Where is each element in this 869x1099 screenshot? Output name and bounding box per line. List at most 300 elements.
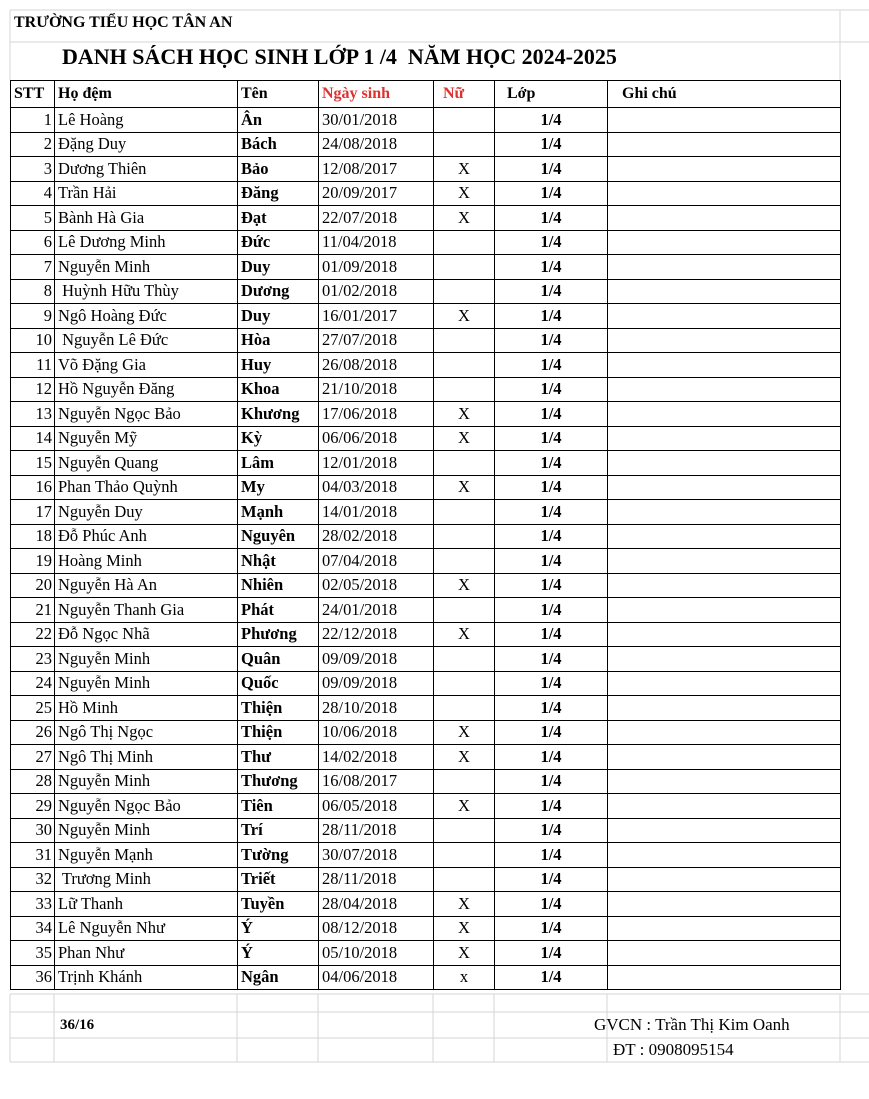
- table-row: [11, 157, 841, 182]
- cell-ho-dem: Nguyễn Ngọc Bảo: [55, 402, 238, 427]
- cell-stt: 17: [11, 500, 55, 525]
- cell-nu: X: [434, 573, 495, 598]
- cell-ten: Tuyền: [238, 892, 319, 917]
- cell-ten: Đăng: [238, 181, 319, 206]
- cell-lop: 1/4: [495, 500, 608, 525]
- cell-lop: 1/4: [495, 867, 608, 892]
- cell-lop: 1/4: [495, 475, 608, 500]
- cell-lop: 1/4: [495, 328, 608, 353]
- cell-nu: X: [434, 304, 495, 329]
- cell-ho-dem: Lữ Thanh: [55, 892, 238, 917]
- table-row: [11, 965, 841, 990]
- cell-nu: X: [434, 622, 495, 647]
- cell-ten: Ý: [238, 941, 319, 966]
- cell-ghi-chu: [608, 402, 841, 427]
- table-row: [11, 132, 841, 157]
- table-row: [11, 745, 841, 770]
- cell-ghi-chu: [608, 549, 841, 574]
- cell-nu: [434, 132, 495, 157]
- cell-ngay-sinh: 30/07/2018: [319, 843, 434, 868]
- cell-ten: Kỳ: [238, 426, 319, 451]
- cell-ngay-sinh: 24/08/2018: [319, 132, 434, 157]
- table-row: [11, 500, 841, 525]
- cell-ho-dem: Nguyễn Mỹ: [55, 426, 238, 451]
- cell-ho-dem: Hoàng Minh: [55, 549, 238, 574]
- cell-lop: 1/4: [495, 230, 608, 255]
- cell-nu: [434, 353, 495, 378]
- cell-nu: [434, 108, 495, 133]
- cell-ngay-sinh: 12/01/2018: [319, 451, 434, 476]
- table-header-row: [11, 81, 841, 108]
- cell-ngay-sinh: 22/07/2018: [319, 206, 434, 231]
- cell-ho-dem: Đỗ Phúc Anh: [55, 524, 238, 549]
- cell-nu: [434, 867, 495, 892]
- cell-lop: 1/4: [495, 181, 608, 206]
- cell-ho-dem: Ngô Thị Minh: [55, 745, 238, 770]
- cell-ten: Lâm: [238, 451, 319, 476]
- cell-ghi-chu: [608, 818, 841, 843]
- cell-ho-dem: Võ Đặng Gia: [55, 353, 238, 378]
- cell-stt: 23: [11, 647, 55, 672]
- cell-ghi-chu: [608, 720, 841, 745]
- cell-ho-dem: Nguyễn Minh: [55, 818, 238, 843]
- cell-ngay-sinh: 01/02/2018: [319, 279, 434, 304]
- page-title: DANH SÁCH HỌC SINH LỚP 1 /4 NĂM HỌC 2024-2025: [62, 44, 617, 69]
- cell-ngay-sinh: 22/12/2018: [319, 622, 434, 647]
- table-row: [11, 451, 841, 476]
- cell-ten: Ân: [238, 108, 319, 133]
- cell-ghi-chu: [608, 353, 841, 378]
- table-row: [11, 328, 841, 353]
- cell-stt: 30: [11, 818, 55, 843]
- table-row: [11, 230, 841, 255]
- cell-stt: 18: [11, 524, 55, 549]
- cell-ho-dem: Ngô Hoàng Đức: [55, 304, 238, 329]
- cell-ghi-chu: [608, 867, 841, 892]
- cell-nu: X: [434, 157, 495, 182]
- cell-ngay-sinh: 21/10/2018: [319, 377, 434, 402]
- cell-ngay-sinh: 07/04/2018: [319, 549, 434, 574]
- cell-ngay-sinh: 10/06/2018: [319, 720, 434, 745]
- cell-nu: [434, 843, 495, 868]
- cell-ghi-chu: [608, 304, 841, 329]
- col-header-ngay-sinh: Ngày sinh: [319, 81, 434, 108]
- cell-stt: 34: [11, 916, 55, 941]
- cell-nu: [434, 647, 495, 672]
- table-row: [11, 402, 841, 427]
- cell-ghi-chu: [608, 328, 841, 353]
- cell-ten: Khoa: [238, 377, 319, 402]
- cell-stt: 27: [11, 745, 55, 770]
- cell-ten: Ngân: [238, 965, 319, 990]
- col-header-ten: Tên: [238, 81, 319, 108]
- cell-ho-dem: Nguyễn Thanh Gia: [55, 598, 238, 623]
- cell-nu: x: [434, 965, 495, 990]
- cell-ho-dem: Nguyễn Duy: [55, 500, 238, 525]
- cell-ngay-sinh: 05/10/2018: [319, 941, 434, 966]
- cell-ngay-sinh: 14/02/2018: [319, 745, 434, 770]
- cell-ho-dem: Trịnh Khánh: [55, 965, 238, 990]
- roster-body: [11, 108, 841, 990]
- cell-stt: 29: [11, 794, 55, 819]
- cell-ghi-chu: [608, 279, 841, 304]
- cell-ho-dem: Nguyễn Minh: [55, 769, 238, 794]
- cell-ghi-chu: [608, 965, 841, 990]
- cell-lop: 1/4: [495, 794, 608, 819]
- cell-ngay-sinh: 30/01/2018: [319, 108, 434, 133]
- cell-ten: Quốc: [238, 671, 319, 696]
- cell-lop: 1/4: [495, 206, 608, 231]
- cell-ten: Thiện: [238, 696, 319, 721]
- cell-ngay-sinh: 11/04/2018: [319, 230, 434, 255]
- cell-stt: 6: [11, 230, 55, 255]
- cell-stt: 26: [11, 720, 55, 745]
- table-row: [11, 206, 841, 231]
- total-count: 36/16: [60, 1017, 95, 1033]
- cell-stt: 2: [11, 132, 55, 157]
- cell-stt: 36: [11, 965, 55, 990]
- cell-ten: Nhiên: [238, 573, 319, 598]
- cell-ngay-sinh: 04/06/2018: [319, 965, 434, 990]
- cell-ghi-chu: [608, 451, 841, 476]
- cell-ghi-chu: [608, 843, 841, 868]
- cell-ten: My: [238, 475, 319, 500]
- cell-ho-dem: Trương Minh: [55, 867, 238, 892]
- cell-ngay-sinh: 24/01/2018: [319, 598, 434, 623]
- cell-stt: 7: [11, 255, 55, 280]
- cell-ho-dem: Phan Thảo Quỳnh: [55, 475, 238, 500]
- table-row: [11, 843, 841, 868]
- cell-lop: 1/4: [495, 426, 608, 451]
- col-header-ho-dem: Họ đệm: [55, 81, 238, 108]
- cell-nu: [434, 230, 495, 255]
- cell-stt: 33: [11, 892, 55, 917]
- cell-lop: 1/4: [495, 965, 608, 990]
- cell-nu: [434, 818, 495, 843]
- cell-ten: Đạt: [238, 206, 319, 231]
- cell-ho-dem: Trần Hải: [55, 181, 238, 206]
- cell-ho-dem: Nguyễn Minh: [55, 647, 238, 672]
- cell-ngay-sinh: 06/06/2018: [319, 426, 434, 451]
- cell-ten: Phát: [238, 598, 319, 623]
- cell-stt: 21: [11, 598, 55, 623]
- cell-ngay-sinh: 20/09/2017: [319, 181, 434, 206]
- cell-ghi-chu: [608, 157, 841, 182]
- table-row: [11, 671, 841, 696]
- table-row: [11, 108, 841, 133]
- cell-ghi-chu: [608, 622, 841, 647]
- table-row: [11, 916, 841, 941]
- cell-ho-dem: Nguyễn Ngọc Bảo: [55, 794, 238, 819]
- cell-stt: 13: [11, 402, 55, 427]
- cell-ten: Thiện: [238, 720, 319, 745]
- cell-ten: Thư: [238, 745, 319, 770]
- cell-nu: X: [434, 941, 495, 966]
- cell-ngay-sinh: 28/11/2018: [319, 818, 434, 843]
- cell-ho-dem: Lê Dương Minh: [55, 230, 238, 255]
- cell-ghi-chu: [608, 108, 841, 133]
- col-header-ghi-chu: Ghi chú: [608, 81, 841, 108]
- cell-lop: 1/4: [495, 598, 608, 623]
- school-name: TRƯỜNG TIỂU HỌC TÂN AN: [14, 14, 233, 31]
- table-row: [11, 426, 841, 451]
- homeroom-teacher: GVCN : Trần Thị Kim Oanh: [594, 1015, 790, 1034]
- cell-ngay-sinh: 01/09/2018: [319, 255, 434, 280]
- cell-ten: Duy: [238, 304, 319, 329]
- cell-ghi-chu: [608, 696, 841, 721]
- cell-ngay-sinh: 06/05/2018: [319, 794, 434, 819]
- cell-ghi-chu: [608, 524, 841, 549]
- table-row: [11, 549, 841, 574]
- cell-stt: 24: [11, 671, 55, 696]
- cell-ho-dem: Hồ Nguyễn Đăng: [55, 377, 238, 402]
- cell-ho-dem: Đỗ Ngọc Nhã: [55, 622, 238, 647]
- table-row: [11, 524, 841, 549]
- cell-lop: 1/4: [495, 108, 608, 133]
- cell-nu: [434, 500, 495, 525]
- cell-stt: 10: [11, 328, 55, 353]
- cell-nu: X: [434, 426, 495, 451]
- cell-nu: [434, 328, 495, 353]
- table-row: [11, 769, 841, 794]
- cell-nu: [434, 696, 495, 721]
- cell-nu: X: [434, 745, 495, 770]
- cell-ho-dem: Nguyễn Minh: [55, 671, 238, 696]
- table-row: [11, 377, 841, 402]
- cell-ghi-chu: [608, 255, 841, 280]
- cell-nu: X: [434, 402, 495, 427]
- cell-ghi-chu: [608, 794, 841, 819]
- cell-lop: 1/4: [495, 279, 608, 304]
- cell-lop: 1/4: [495, 696, 608, 721]
- cell-stt: 3: [11, 157, 55, 182]
- cell-ho-dem: Đặng Duy: [55, 132, 238, 157]
- cell-ho-dem: Nguyễn Hà An: [55, 573, 238, 598]
- cell-stt: 19: [11, 549, 55, 574]
- cell-ten: Thương: [238, 769, 319, 794]
- cell-nu: [434, 549, 495, 574]
- cell-ten: Bách: [238, 132, 319, 157]
- cell-nu: X: [434, 794, 495, 819]
- cell-ghi-chu: [608, 916, 841, 941]
- cell-nu: [434, 451, 495, 476]
- cell-lop: 1/4: [495, 843, 608, 868]
- cell-lop: 1/4: [495, 377, 608, 402]
- cell-stt: 28: [11, 769, 55, 794]
- cell-ho-dem: Nguyễn Quang: [55, 451, 238, 476]
- cell-ngay-sinh: 27/07/2018: [319, 328, 434, 353]
- cell-lop: 1/4: [495, 402, 608, 427]
- cell-nu: [434, 524, 495, 549]
- table-row: [11, 598, 841, 623]
- cell-lop: 1/4: [495, 451, 608, 476]
- cell-stt: 16: [11, 475, 55, 500]
- cell-ngay-sinh: 26/08/2018: [319, 353, 434, 378]
- cell-nu: [434, 769, 495, 794]
- cell-ho-dem: Nguyễn Minh: [55, 255, 238, 280]
- cell-nu: X: [434, 916, 495, 941]
- cell-lop: 1/4: [495, 671, 608, 696]
- cell-ngay-sinh: 28/10/2018: [319, 696, 434, 721]
- cell-ghi-chu: [608, 206, 841, 231]
- cell-ho-dem: Bành Hà Gia: [55, 206, 238, 231]
- cell-ten: Nguyên: [238, 524, 319, 549]
- cell-ghi-chu: [608, 475, 841, 500]
- cell-lop: 1/4: [495, 132, 608, 157]
- cell-stt: 31: [11, 843, 55, 868]
- cell-lop: 1/4: [495, 892, 608, 917]
- table-row: [11, 696, 841, 721]
- table-row: [11, 622, 841, 647]
- table-row: [11, 794, 841, 819]
- cell-nu: X: [434, 720, 495, 745]
- cell-lop: 1/4: [495, 916, 608, 941]
- col-header-nu: Nữ: [434, 81, 495, 108]
- cell-ngay-sinh: 17/06/2018: [319, 402, 434, 427]
- cell-ngay-sinh: 16/01/2017: [319, 304, 434, 329]
- cell-ho-dem: Dương Thiên: [55, 157, 238, 182]
- table-row: [11, 304, 841, 329]
- cell-ten: Trí: [238, 818, 319, 843]
- cell-ho-dem: Phan Như: [55, 941, 238, 966]
- cell-ten: Quân: [238, 647, 319, 672]
- cell-ten: Tiên: [238, 794, 319, 819]
- cell-stt: 11: [11, 353, 55, 378]
- cell-ngay-sinh: 16/08/2017: [319, 769, 434, 794]
- cell-ghi-chu: [608, 181, 841, 206]
- cell-ghi-chu: [608, 426, 841, 451]
- cell-nu: [434, 255, 495, 280]
- table-row: [11, 867, 841, 892]
- cell-ho-dem: Ngô Thị Ngọc: [55, 720, 238, 745]
- cell-ho-dem: Lê Nguyễn Như: [55, 916, 238, 941]
- teacher-phone: ĐT : 0908095154: [613, 1040, 734, 1059]
- cell-ngay-sinh: 09/09/2018: [319, 671, 434, 696]
- col-header-stt: STT: [11, 81, 55, 108]
- cell-lop: 1/4: [495, 622, 608, 647]
- cell-lop: 1/4: [495, 573, 608, 598]
- cell-ten: Duy: [238, 255, 319, 280]
- col-header-lop: Lớp: [495, 81, 608, 108]
- cell-stt: 32: [11, 867, 55, 892]
- table-row: [11, 647, 841, 672]
- cell-nu: [434, 377, 495, 402]
- cell-stt: 20: [11, 573, 55, 598]
- cell-ghi-chu: [608, 230, 841, 255]
- cell-ngay-sinh: 09/09/2018: [319, 647, 434, 672]
- cell-stt: 25: [11, 696, 55, 721]
- cell-ten: Bảo: [238, 157, 319, 182]
- cell-lop: 1/4: [495, 157, 608, 182]
- cell-ngay-sinh: 14/01/2018: [319, 500, 434, 525]
- cell-ngay-sinh: 08/12/2018: [319, 916, 434, 941]
- cell-ghi-chu: [608, 671, 841, 696]
- cell-ghi-chu: [608, 132, 841, 157]
- cell-ten: Hòa: [238, 328, 319, 353]
- cell-lop: 1/4: [495, 647, 608, 672]
- cell-lop: 1/4: [495, 353, 608, 378]
- cell-nu: [434, 279, 495, 304]
- cell-ngay-sinh: 12/08/2017: [319, 157, 434, 182]
- cell-ghi-chu: [608, 647, 841, 672]
- cell-ngay-sinh: 02/05/2018: [319, 573, 434, 598]
- table-row: [11, 720, 841, 745]
- cell-lop: 1/4: [495, 720, 608, 745]
- cell-ho-dem: Huỳnh Hữu Thùy: [55, 279, 238, 304]
- cell-ngay-sinh: 04/03/2018: [319, 475, 434, 500]
- cell-ten: Khương: [238, 402, 319, 427]
- table-row: [11, 475, 841, 500]
- cell-lop: 1/4: [495, 304, 608, 329]
- cell-ngay-sinh: 28/11/2018: [319, 867, 434, 892]
- cell-ghi-chu: [608, 377, 841, 402]
- cell-ho-dem: Nguyễn Mạnh: [55, 843, 238, 868]
- table-row: [11, 573, 841, 598]
- cell-ngay-sinh: 28/02/2018: [319, 524, 434, 549]
- cell-nu: X: [434, 475, 495, 500]
- cell-ghi-chu: [608, 598, 841, 623]
- cell-stt: 5: [11, 206, 55, 231]
- table-row: [11, 892, 841, 917]
- cell-ten: Triết: [238, 867, 319, 892]
- cell-ten: Mạnh: [238, 500, 319, 525]
- cell-lop: 1/4: [495, 941, 608, 966]
- table-row: [11, 181, 841, 206]
- cell-ghi-chu: [608, 892, 841, 917]
- cell-ten: Dương: [238, 279, 319, 304]
- cell-lop: 1/4: [495, 255, 608, 280]
- cell-ghi-chu: [608, 769, 841, 794]
- cell-nu: X: [434, 892, 495, 917]
- cell-ten: Đức: [238, 230, 319, 255]
- cell-stt: 9: [11, 304, 55, 329]
- cell-ten: Nhật: [238, 549, 319, 574]
- cell-lop: 1/4: [495, 524, 608, 549]
- cell-ten: Phương: [238, 622, 319, 647]
- cell-stt: 35: [11, 941, 55, 966]
- cell-lop: 1/4: [495, 818, 608, 843]
- cell-stt: 14: [11, 426, 55, 451]
- table-row: [11, 353, 841, 378]
- cell-lop: 1/4: [495, 769, 608, 794]
- table-row: [11, 818, 841, 843]
- cell-stt: 15: [11, 451, 55, 476]
- cell-ten: Ý: [238, 916, 319, 941]
- cell-ghi-chu: [608, 941, 841, 966]
- cell-stt: 22: [11, 622, 55, 647]
- cell-stt: 8: [11, 279, 55, 304]
- cell-nu: [434, 671, 495, 696]
- cell-lop: 1/4: [495, 549, 608, 574]
- cell-ghi-chu: [608, 500, 841, 525]
- cell-ngay-sinh: 28/04/2018: [319, 892, 434, 917]
- cell-stt: 1: [11, 108, 55, 133]
- cell-ho-dem: Hồ Minh: [55, 696, 238, 721]
- cell-ghi-chu: [608, 573, 841, 598]
- table-row: [11, 941, 841, 966]
- cell-ten: Tường: [238, 843, 319, 868]
- cell-nu: X: [434, 206, 495, 231]
- table-row: [11, 279, 841, 304]
- cell-ten: Huy: [238, 353, 319, 378]
- cell-ho-dem: Nguyễn Lê Đức: [55, 328, 238, 353]
- cell-lop: 1/4: [495, 745, 608, 770]
- cell-nu: [434, 598, 495, 623]
- cell-nu: X: [434, 181, 495, 206]
- table-row: [11, 255, 841, 280]
- cell-ho-dem: Lê Hoàng: [55, 108, 238, 133]
- student-roster-table: [10, 80, 841, 990]
